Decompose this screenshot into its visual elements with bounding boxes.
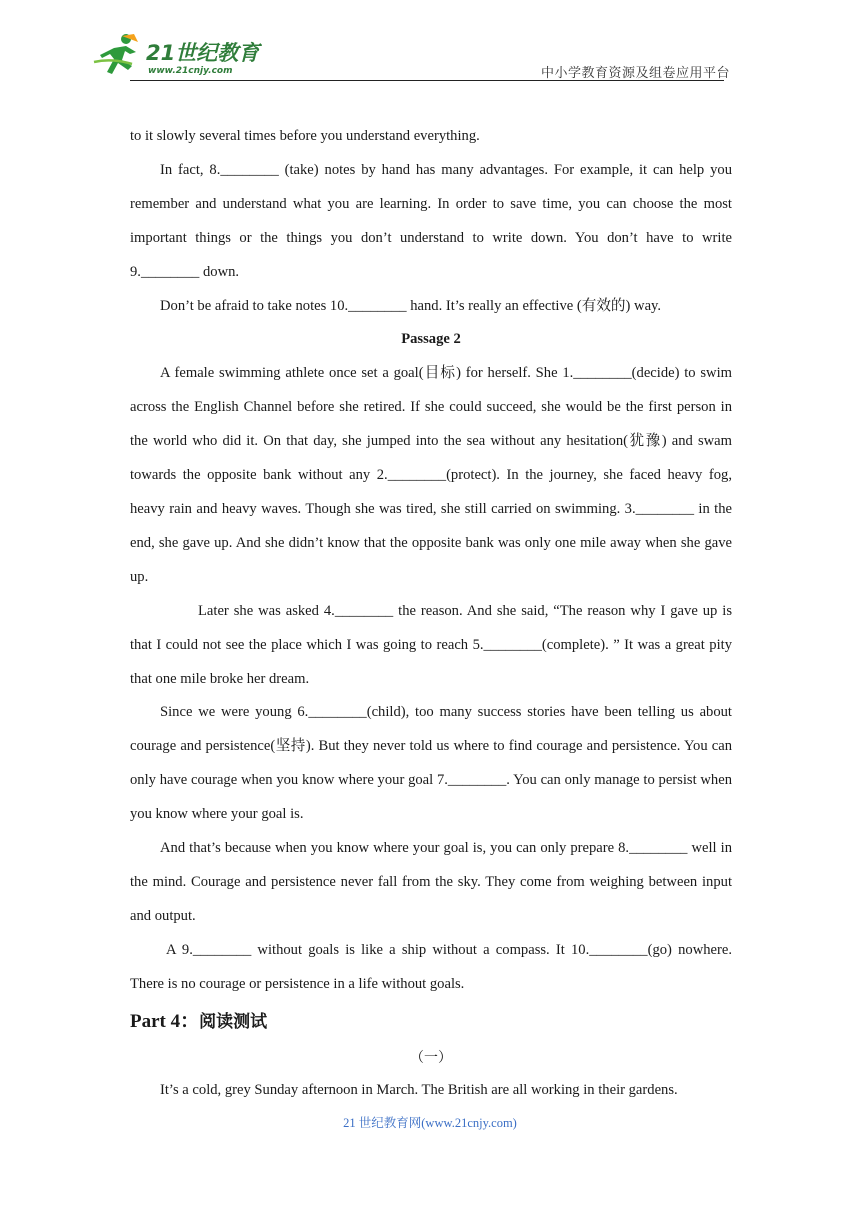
- site-logo: [92, 32, 262, 78]
- paragraph: to it slowly several times before you understand everything.: [130, 128, 480, 144]
- section-heading-title: 阅读测试: [199, 1011, 268, 1032]
- subsection-label: （一）: [410, 1049, 452, 1066]
- paragraph: Don’t be afraid to take notes 10.________ hand. It’s really an effective (有效的) way.: [160, 297, 662, 314]
- platform-name: 中小学教育资源及组卷应用平台: [541, 66, 731, 81]
- logo-url: www.21cnjy.com: [148, 66, 233, 76]
- runner-icon: [94, 34, 138, 74]
- paragraph: It’s a cold, grey Sunday afternoon in March. The British are all working in their gardens.: [160, 1081, 678, 1098]
- passage-title: Passage 2: [401, 331, 461, 348]
- section-heading: [130, 1002, 732, 1042]
- paragraph: In fact, 8.________ (take) notes by hand has many advantages. For example, it can help you remember and understand what you are learning. In order to save time, you can choose the most important things or the things you don’t understand to write down. You don’t have to write 9.________ down.: [130, 161, 732, 280]
- paragraph: And that’s because when you know where your goal is, you can only prepare 8.________ well in the mind. Courage and persistence never fall from the sky. They come from weighing between input and output.: [130, 840, 732, 924]
- section-heading-label: Part 4：: [130, 1010, 200, 1032]
- paragraph: Since we were young 6.________(child), too many success stories have been telling us about courage and persistence(坚持). But they never told us where to find courage and persistence. You can only have courage when you know where your goal 7.________. You can only manage to persist when you know where your goal is.: [130, 704, 732, 823]
- paragraph: A 9.________ without goals is like a ship without a compass. It 10.________(go) nowhere. There is no courage or persistence in a life without goals.: [130, 941, 732, 992]
- paragraph: Later she was asked 4.________ the reason. And she said, “The reason why I gave up is that I could not see the place which I was going to reach 5.________(complete). ” It was a great pity that one mile broke her dream.: [130, 602, 732, 687]
- document-body: [130, 120, 732, 1107]
- footer-text: 21 世纪教育网(www.21cnjy.com): [343, 1116, 517, 1130]
- paragraph: A female swimming athlete once set a goal(目标) for herself. She 1.________(decide) to swim across the English Channel before she retired. If she could succeed, she would be the first person in the world who did it. On that day, she jumped into the sea without any hesitation(犹豫) and swam towards the opposite bank without any 2.________(protect). In the journey, she faced heavy fog, heavy rain and heavy waves. Though she was tired, she still carried on swimming. 3.________ in the end, she gave up. And she didn’t know that the opposite bank was only one mile away when she gave up.: [130, 365, 732, 585]
- logo-text: 21世纪教育: [146, 41, 260, 65]
- header-divider: [130, 80, 724, 81]
